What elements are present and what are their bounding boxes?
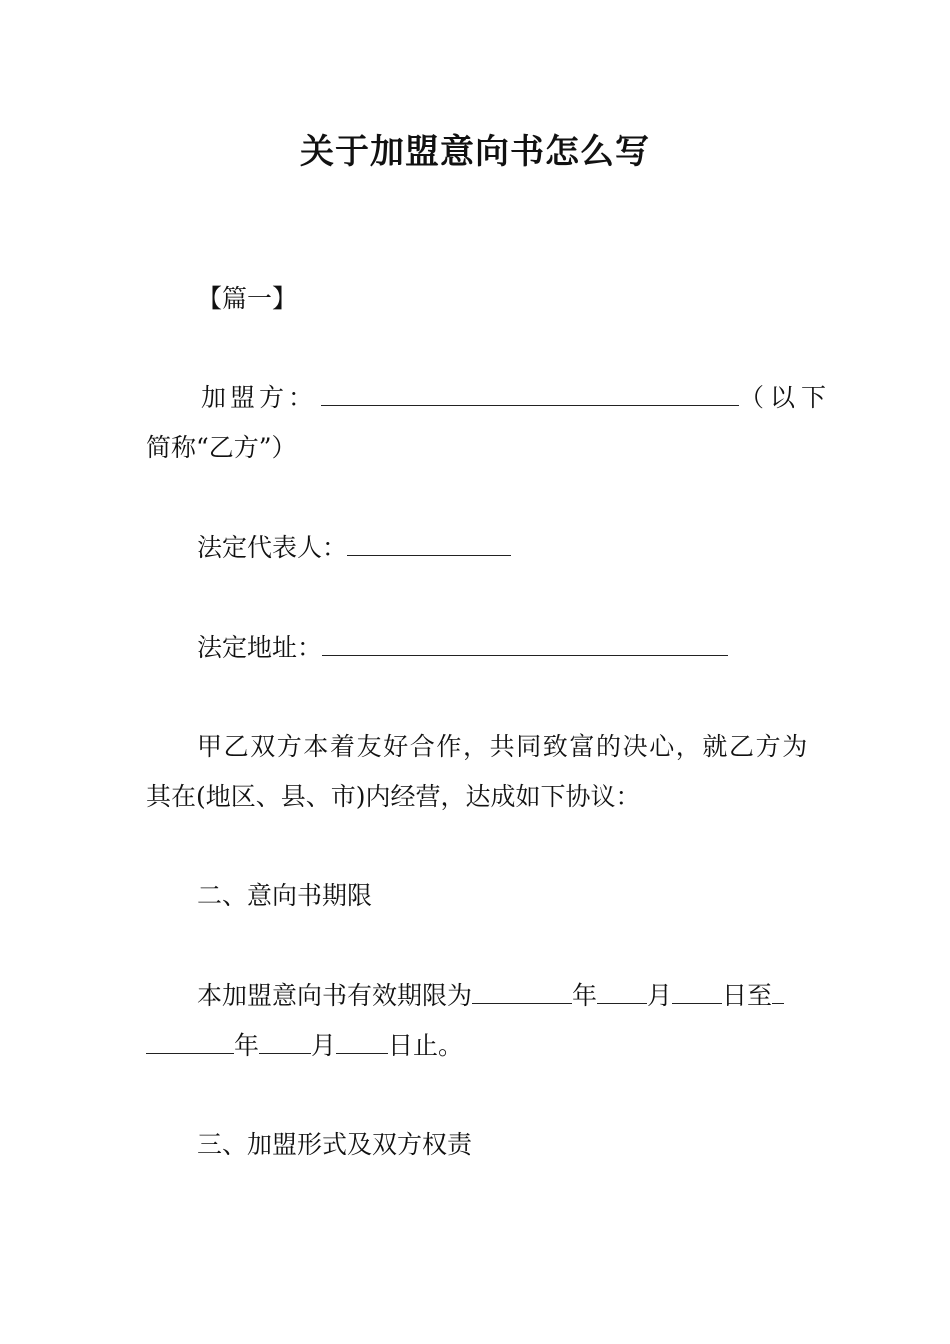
end-day-label: 日止。 [388, 1031, 464, 1060]
heading-term-text: 二、意向书期限 [197, 881, 373, 910]
intro-line-2: 其在(地区、县、市)内经营，达成如下协议： [146, 782, 641, 811]
legal-address-paragraph [146, 623, 859, 673]
franchisee-label: 加盟方： [201, 383, 318, 412]
start-day-label: 日至 [722, 981, 773, 1010]
heading-form [146, 1120, 859, 1170]
franchisee-abbrev: 简称“乙方”） [146, 433, 297, 462]
legal-address-label: 法定地址： [197, 633, 323, 662]
end-month-label: 月 [311, 1031, 337, 1060]
legal-rep-label: 法定代表人： [197, 533, 348, 562]
end-year-blank [146, 1031, 234, 1054]
start-year-blank [472, 981, 572, 1004]
end-year-label: 年 [234, 1031, 260, 1060]
heading-form-text: 三、加盟形式及双方权责 [197, 1130, 473, 1159]
legal-rep-blank [347, 533, 511, 556]
term-intro: 本加盟意向书有效期限为 [197, 981, 473, 1010]
franchisee-paragraph [146, 373, 833, 473]
end-year-blank-part1 [772, 981, 784, 1004]
start-year-label: 年 [572, 981, 598, 1010]
intro-line-1: 甲乙双方本着友好合作，共同致富的决心，就乙方为 [197, 732, 809, 761]
section-label [146, 274, 859, 324]
legal-address-blank [322, 633, 728, 656]
heading-term [146, 871, 859, 921]
start-month-blank [597, 981, 647, 1004]
end-month-blank [259, 1031, 311, 1054]
intro-paragraph [146, 722, 808, 822]
term-paragraph [146, 971, 808, 1071]
document-title: 关于加盟意向书怎么写 [300, 132, 650, 172]
section-label-text: 【篇一】 [197, 284, 298, 313]
legal-rep-paragraph [146, 523, 859, 573]
start-month-label: 月 [647, 981, 673, 1010]
end-day-blank [336, 1031, 388, 1054]
start-day-blank [672, 981, 722, 1004]
franchisee-blank [321, 383, 739, 406]
franchisee-suffix: （以下 [739, 383, 833, 412]
